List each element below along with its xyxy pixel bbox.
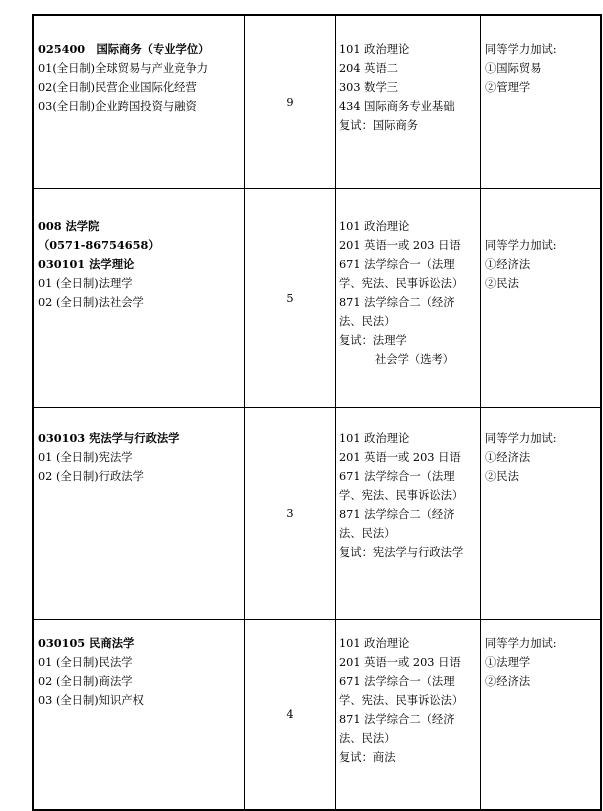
exam-item: 871 法学综合二（经济法、民法）	[339, 296, 455, 328]
extra-exam-cell	[481, 408, 602, 620]
program-title: 030101 法学理论	[38, 257, 135, 271]
extra-exam-label: 同等学力加试:	[485, 43, 557, 56]
direction-item: 01 (全日制)宪法学	[38, 451, 133, 464]
extra-exam-item: ②民法	[485, 470, 519, 483]
quota-cell: 5	[245, 189, 336, 408]
extra-exam-cell	[481, 620, 602, 811]
exam-item: 204 英语二	[339, 62, 399, 75]
exam-item: 434 国际商务专业基础	[339, 100, 455, 113]
school-title: 008 法学院	[38, 219, 100, 233]
program-cell	[33, 189, 245, 408]
program-title: 030103 宪法学与行政法学	[38, 431, 180, 445]
exam-item: 303 数学三	[339, 81, 399, 94]
exam-item: 871 法学综合二（经济法、民法）	[339, 508, 455, 540]
direction-item: 02 (全日制)行政法学	[38, 470, 144, 483]
direction-item: 02 (全日制)法社会学	[38, 296, 144, 309]
exam-cell	[336, 189, 481, 408]
exam-item: 201 英语一或 203 日语	[339, 239, 461, 252]
exam-cell	[336, 15, 481, 189]
quota-cell: 3	[245, 408, 336, 620]
direction-item: 03 (全日制)知识产权	[38, 694, 144, 707]
direction-item: 03(全日制)企业跨国投资与融资	[38, 100, 197, 113]
school-phone: （0571-86754658）	[38, 238, 160, 252]
exam-item: 671 法学综合一（法理学、宪法、民事诉讼法）	[339, 470, 464, 502]
exam-item: 871 法学综合二（经济法、民法）	[339, 713, 455, 745]
exam-item: 671 法学综合一（法理学、宪法、民事诉讼法）	[339, 258, 464, 290]
retest-item: 复试：法理学	[339, 334, 407, 347]
exam-item: 201 英语一或 203 日语	[339, 451, 461, 464]
table-row	[33, 620, 601, 811]
exam-item: 101 政治理论	[339, 637, 410, 650]
direction-item: 02(全日制)民营企业国际化经营	[38, 81, 197, 94]
catalog-table	[32, 14, 602, 811]
extra-exam-item: ②经济法	[485, 675, 531, 688]
exam-cell	[336, 408, 481, 620]
exam-item: 101 政治理论	[339, 220, 410, 233]
quota-cell: 4	[245, 620, 336, 811]
direction-item: 01 (全日制)法理学	[38, 277, 133, 290]
direction-item: 01(全日制)全球贸易与产业竞争力	[38, 62, 209, 75]
exam-cell	[336, 620, 481, 811]
exam-item: 101 政治理论	[339, 43, 410, 56]
retest-item: 社会学（选考）	[375, 353, 455, 366]
extra-exam-item: ①经济法	[485, 258, 531, 271]
program-cell	[33, 408, 245, 620]
extra-exam-cell	[481, 15, 602, 189]
program-title: 025400 国际商务（专业学位）	[38, 42, 210, 56]
retest-item: 复试：商法	[339, 751, 396, 764]
table-row	[33, 408, 601, 620]
program-title: 030105 民商法学	[38, 636, 135, 650]
quota-cell: 9	[245, 15, 336, 189]
extra-exam-item: ①经济法	[485, 451, 531, 464]
extra-exam-item: ②管理学	[485, 81, 531, 94]
exam-item: 671 法学综合一（法理学、宪法、民事诉讼法）	[339, 675, 464, 707]
extra-exam-cell	[481, 189, 602, 408]
extra-exam-item: ②民法	[485, 277, 519, 290]
exam-item: 101 政治理论	[339, 432, 410, 445]
program-cell	[33, 620, 245, 811]
exam-item: 201 英语一或 203 日语	[339, 656, 461, 669]
retest-item: 复试：宪法学与行政法学	[339, 546, 464, 559]
direction-item: 02 (全日制)商法学	[38, 675, 133, 688]
table-row	[33, 15, 601, 189]
extra-exam-label: 同等学力加试:	[485, 239, 557, 252]
retest-item: 复试：国际商务	[339, 119, 419, 132]
direction-item: 01 (全日制)民法学	[38, 656, 133, 669]
table-row	[33, 189, 601, 408]
extra-exam-label: 同等学力加试:	[485, 637, 557, 650]
extra-exam-label: 同等学力加试:	[485, 432, 557, 445]
program-cell	[33, 15, 245, 189]
extra-exam-item: ①法理学	[485, 656, 531, 669]
extra-exam-item: ①国际贸易	[485, 62, 542, 75]
